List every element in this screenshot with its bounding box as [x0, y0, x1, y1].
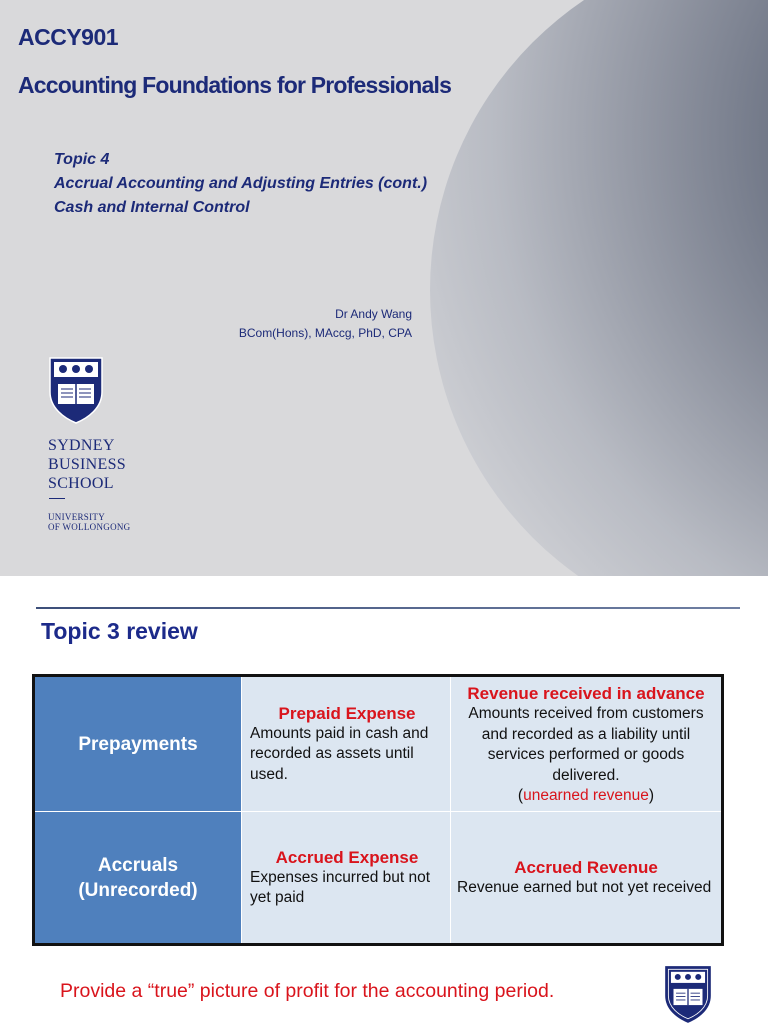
table-cell [451, 812, 723, 945]
row-header: Prepayments [34, 676, 242, 812]
university-name-line: OF WOLLONGONG [48, 522, 131, 532]
term-heading: Accrued Expense [275, 847, 419, 867]
topic-number: Topic 4 [54, 151, 110, 168]
university-crest-icon [48, 356, 104, 424]
term-heading: Accrued Revenue [514, 857, 658, 877]
course-code: ACCY901 [18, 24, 119, 50]
row-header-line: (Unrecorded) [78, 879, 198, 901]
term-description: Expenses incurred but not yet paid [250, 868, 431, 906]
note-paren: ) [648, 787, 655, 804]
author-name: Dr Andy Wang [335, 307, 412, 321]
school-name [48, 436, 126, 493]
school-name-line: SCHOOL [48, 475, 114, 492]
topic-block [54, 148, 427, 220]
table-cell [451, 676, 723, 812]
table-row [34, 676, 723, 812]
university-name-line: UNIVERSITY [48, 512, 105, 522]
table-row [34, 812, 723, 945]
row-header [34, 812, 242, 945]
table-cell [242, 812, 451, 945]
author-credentials: BCom(Hons), MAccg, PhD, CPA [238, 326, 412, 340]
school-name-line: SYDNEY [48, 437, 115, 454]
course-title: Accounting Foundations for Professionals [18, 72, 452, 98]
row-header-line: Accruals [97, 854, 179, 876]
term-description: Revenue earned but not yet received [457, 878, 712, 896]
term-heading: Revenue received in advance [467, 684, 705, 703]
author-block [239, 305, 412, 343]
slide-title: Topic 3 review [41, 618, 198, 644]
divider [49, 498, 65, 499]
note-paren: ( [517, 787, 524, 804]
footer-statement: Provide a “true” picture of profit for the accounting period. [60, 980, 555, 1002]
term-description: Amounts received from customers and recorded as a liability until services performed or goods delivered. [468, 705, 704, 784]
term-heading: Prepaid Expense [278, 703, 416, 723]
term-note: unearned revenue [523, 787, 649, 804]
topic-subtitle: Accrual Accounting and Adjusting Entries (cont.) [54, 175, 428, 192]
header-rule [36, 607, 740, 609]
decorative-sphere [430, 0, 768, 576]
university-name [48, 512, 130, 532]
review-table [32, 674, 724, 946]
review-slide [0, 576, 768, 1024]
university-crest-small-icon [663, 965, 713, 1023]
term-description: Amounts paid in cash and recorded as assets until used. [250, 724, 429, 783]
topic-subtitle-2: Cash and Internal Control [54, 199, 250, 216]
table-cell [242, 676, 451, 812]
school-name-line: BUSINESS [48, 456, 126, 473]
